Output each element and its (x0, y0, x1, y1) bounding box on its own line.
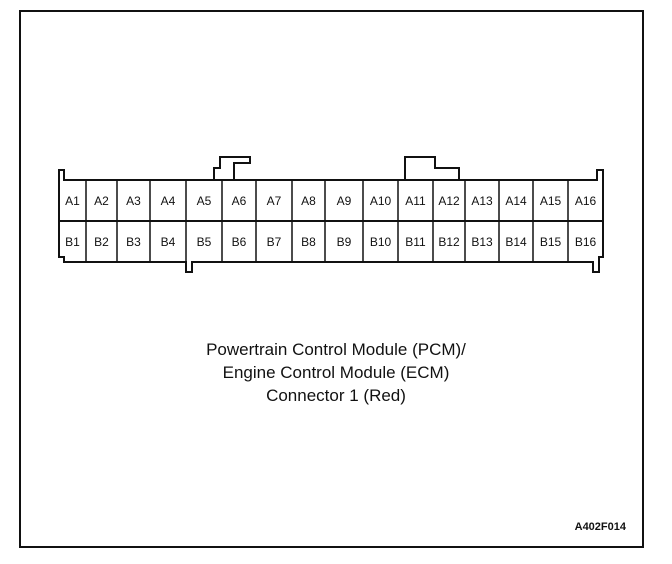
pin-label-a6: A6 (231, 194, 247, 208)
pin-label-b5: B5 (196, 235, 212, 249)
pin-label-b13: B13 (471, 235, 493, 249)
pin-label-b7: B7 (266, 235, 282, 249)
pin-label-b2: B2 (94, 235, 109, 249)
pin-label-a4: A4 (160, 194, 176, 208)
diagram-caption (0, 338, 672, 407)
figure-id: A402F014 (574, 521, 626, 533)
pin-label-a2: A2 (94, 194, 109, 208)
pin-label-a1: A1 (65, 194, 80, 208)
pin-label-b10: B10 (369, 235, 392, 249)
pin-label-b3: B3 (126, 235, 141, 249)
caption-line-2: Engine Control Module (ECM) (222, 363, 450, 382)
pin-label-b16: B16 (574, 235, 597, 249)
caption-line-1: Powertrain Control Module (PCM)/ (206, 340, 466, 359)
pin-label-a13: A13 (471, 194, 493, 208)
pin-label-a9: A9 (336, 194, 352, 208)
pin-label-b8: B8 (301, 235, 316, 249)
pin-label-a11: A11 (405, 194, 426, 208)
pin-label-b9: B9 (336, 235, 352, 249)
pin-label-a14: A14 (505, 194, 527, 208)
caption-line-3: Connector 1 (Red) (266, 386, 406, 405)
pin-label-a10: A10 (369, 194, 392, 208)
pin-label-b12: B12 (438, 235, 460, 249)
pin-label-a3: A3 (126, 194, 141, 208)
pin-label-a16: A16 (574, 194, 597, 208)
pin-label-b1: B1 (65, 235, 80, 249)
pin-label-b15: B15 (539, 235, 562, 249)
pin-label-b14: B14 (505, 235, 527, 249)
pin-label-b4: B4 (160, 235, 176, 249)
connector-outline (59, 157, 603, 272)
pin-label-a5: A5 (196, 194, 212, 208)
pin-label-a8: A8 (301, 194, 316, 208)
pin-label-b6: B6 (231, 235, 247, 249)
pin-label-a15: A15 (539, 194, 562, 208)
pin-label-a12: A12 (438, 194, 460, 208)
pin-label-a7: A7 (266, 194, 282, 208)
pin-label-b11: B11 (405, 235, 426, 249)
